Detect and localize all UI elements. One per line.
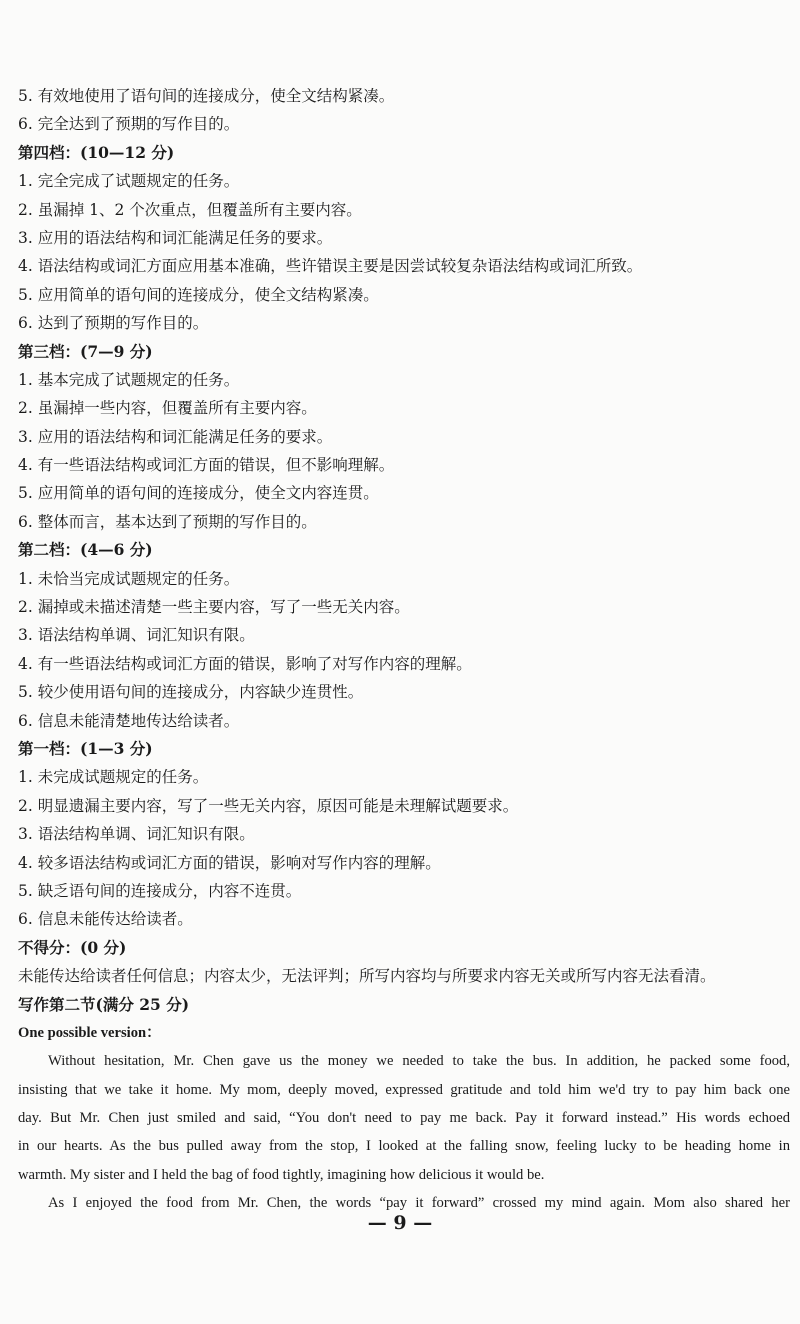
list-item: 2. 虽漏掉 1、2 个次重点，但覆盖所有主要内容。 [18,200,362,219]
list-item: 1. 未恰当完成试题规定的任务。 [18,569,240,588]
list-item: 4. 有一些语法结构或词汇方面的错误，但不影响理解。 [18,456,395,475]
list-item: 6. 信息未能清楚地传达给读者。 [18,711,240,730]
list-item: 3. 语法结构单调、词汇知识有限。 [18,825,255,844]
page-number: — 9 — [367,1212,433,1234]
paragraph-line: Without hesitation, Mr. Chen gave us the money we needed to take the bus. In addition, he packed some food, [48,1053,790,1070]
section-heading: 不得分：(0 分) [18,937,127,957]
list-item: 未能传达给读者任何信息；内容太少，无法评判；所写内容均与所要求内容无关或所写内容无法看清。 [18,967,716,986]
list-item: 2. 明显遗漏主要内容，写了一些无关内容，原因可能是未理解试题要求。 [18,796,519,815]
list-item: 5. 缺乏语句间的连接成分，内容不连贯。 [18,881,302,900]
document-body [18,82,790,1218]
paragraph-line: day. But Mr. Chen just smiled and said, “You don't need to pay me back. Pay it forward instead.” His words echoed [18,1110,790,1127]
list-item: 1. 基本完成了试题规定的任务。 [18,370,240,389]
list-item: 5. 应用简单的语句间的连接成分，使全文内容连贯。 [18,484,379,503]
list-item: 5. 较少使用语句间的连接成分，内容缺少连贯性。 [18,683,364,702]
list-item: 4. 语法结构或词汇方面应用基本准确，些许错误主要是因尝试较复杂语法结构或词汇所致。 [18,257,643,276]
list-item: 2. 漏掉或未描述清楚一些主要内容，写了一些无关内容。 [18,598,410,617]
list-item: 5. 有效地使用了语句间的连接成分，使全文结构紧凑。 [18,87,395,105]
list-item: 4. 较多语法结构或词汇方面的错误，影响对写作内容的理解。 [18,853,441,872]
paragraph-line: warmth. My sister and I held the bag of food tightly, imagining how delicious it would be. [18,1166,545,1183]
section-heading: 第四档：(10—12 分) [18,142,175,162]
list-item: 3. 语法结构单调、词汇知识有限。 [18,626,255,645]
list-item: 1. 完全完成了试题规定的任务。 [18,172,240,191]
section-heading: 第一档：(1—3 分) [18,738,153,758]
section-heading: One possible version： [18,1024,161,1041]
section-heading: 第三档：(7—9 分) [18,341,153,361]
paragraph-line: As I enjoyed the food from Mr. Chen, the words “pay it forward” crossed my mind again. Mom also shared her [48,1195,790,1212]
list-item: 2. 虽漏掉一些内容，但覆盖所有主要内容。 [18,399,317,418]
list-item: 3. 应用的语法结构和词汇能满足任务的要求。 [18,228,333,247]
list-item: 6. 信息未能传达给读者。 [18,910,193,929]
section-heading: 第二档：(4—6 分) [18,540,153,560]
list-item: 6. 整体而言，基本达到了预期的写作目的。 [18,512,317,531]
list-item: 4. 有一些语法结构或词汇方面的错误，影响了对写作内容的理解。 [18,654,472,673]
paragraph-line: insisting that we take it home. My mom, deeply moved, expressed gratitude and told him we'd try to pay him back one [18,1081,790,1098]
paragraph-line: in our hearts. As the bus pulled away from the stop, I looked at the falling snow, feeling lucky to be heading home in [18,1138,790,1155]
list-item: 3. 应用的语法结构和词汇能满足任务的要求。 [18,427,333,446]
list-item: 6. 达到了预期的写作目的。 [18,314,209,333]
list-item: 5. 应用简单的语句间的连接成分，使全文结构紧凑。 [18,285,379,304]
section-heading: 写作第二节(满分 25 分) [18,994,190,1014]
list-item: 6. 完全达到了预期的写作目的。 [18,115,240,134]
list-item: 1. 未完成试题规定的任务。 [18,768,209,787]
